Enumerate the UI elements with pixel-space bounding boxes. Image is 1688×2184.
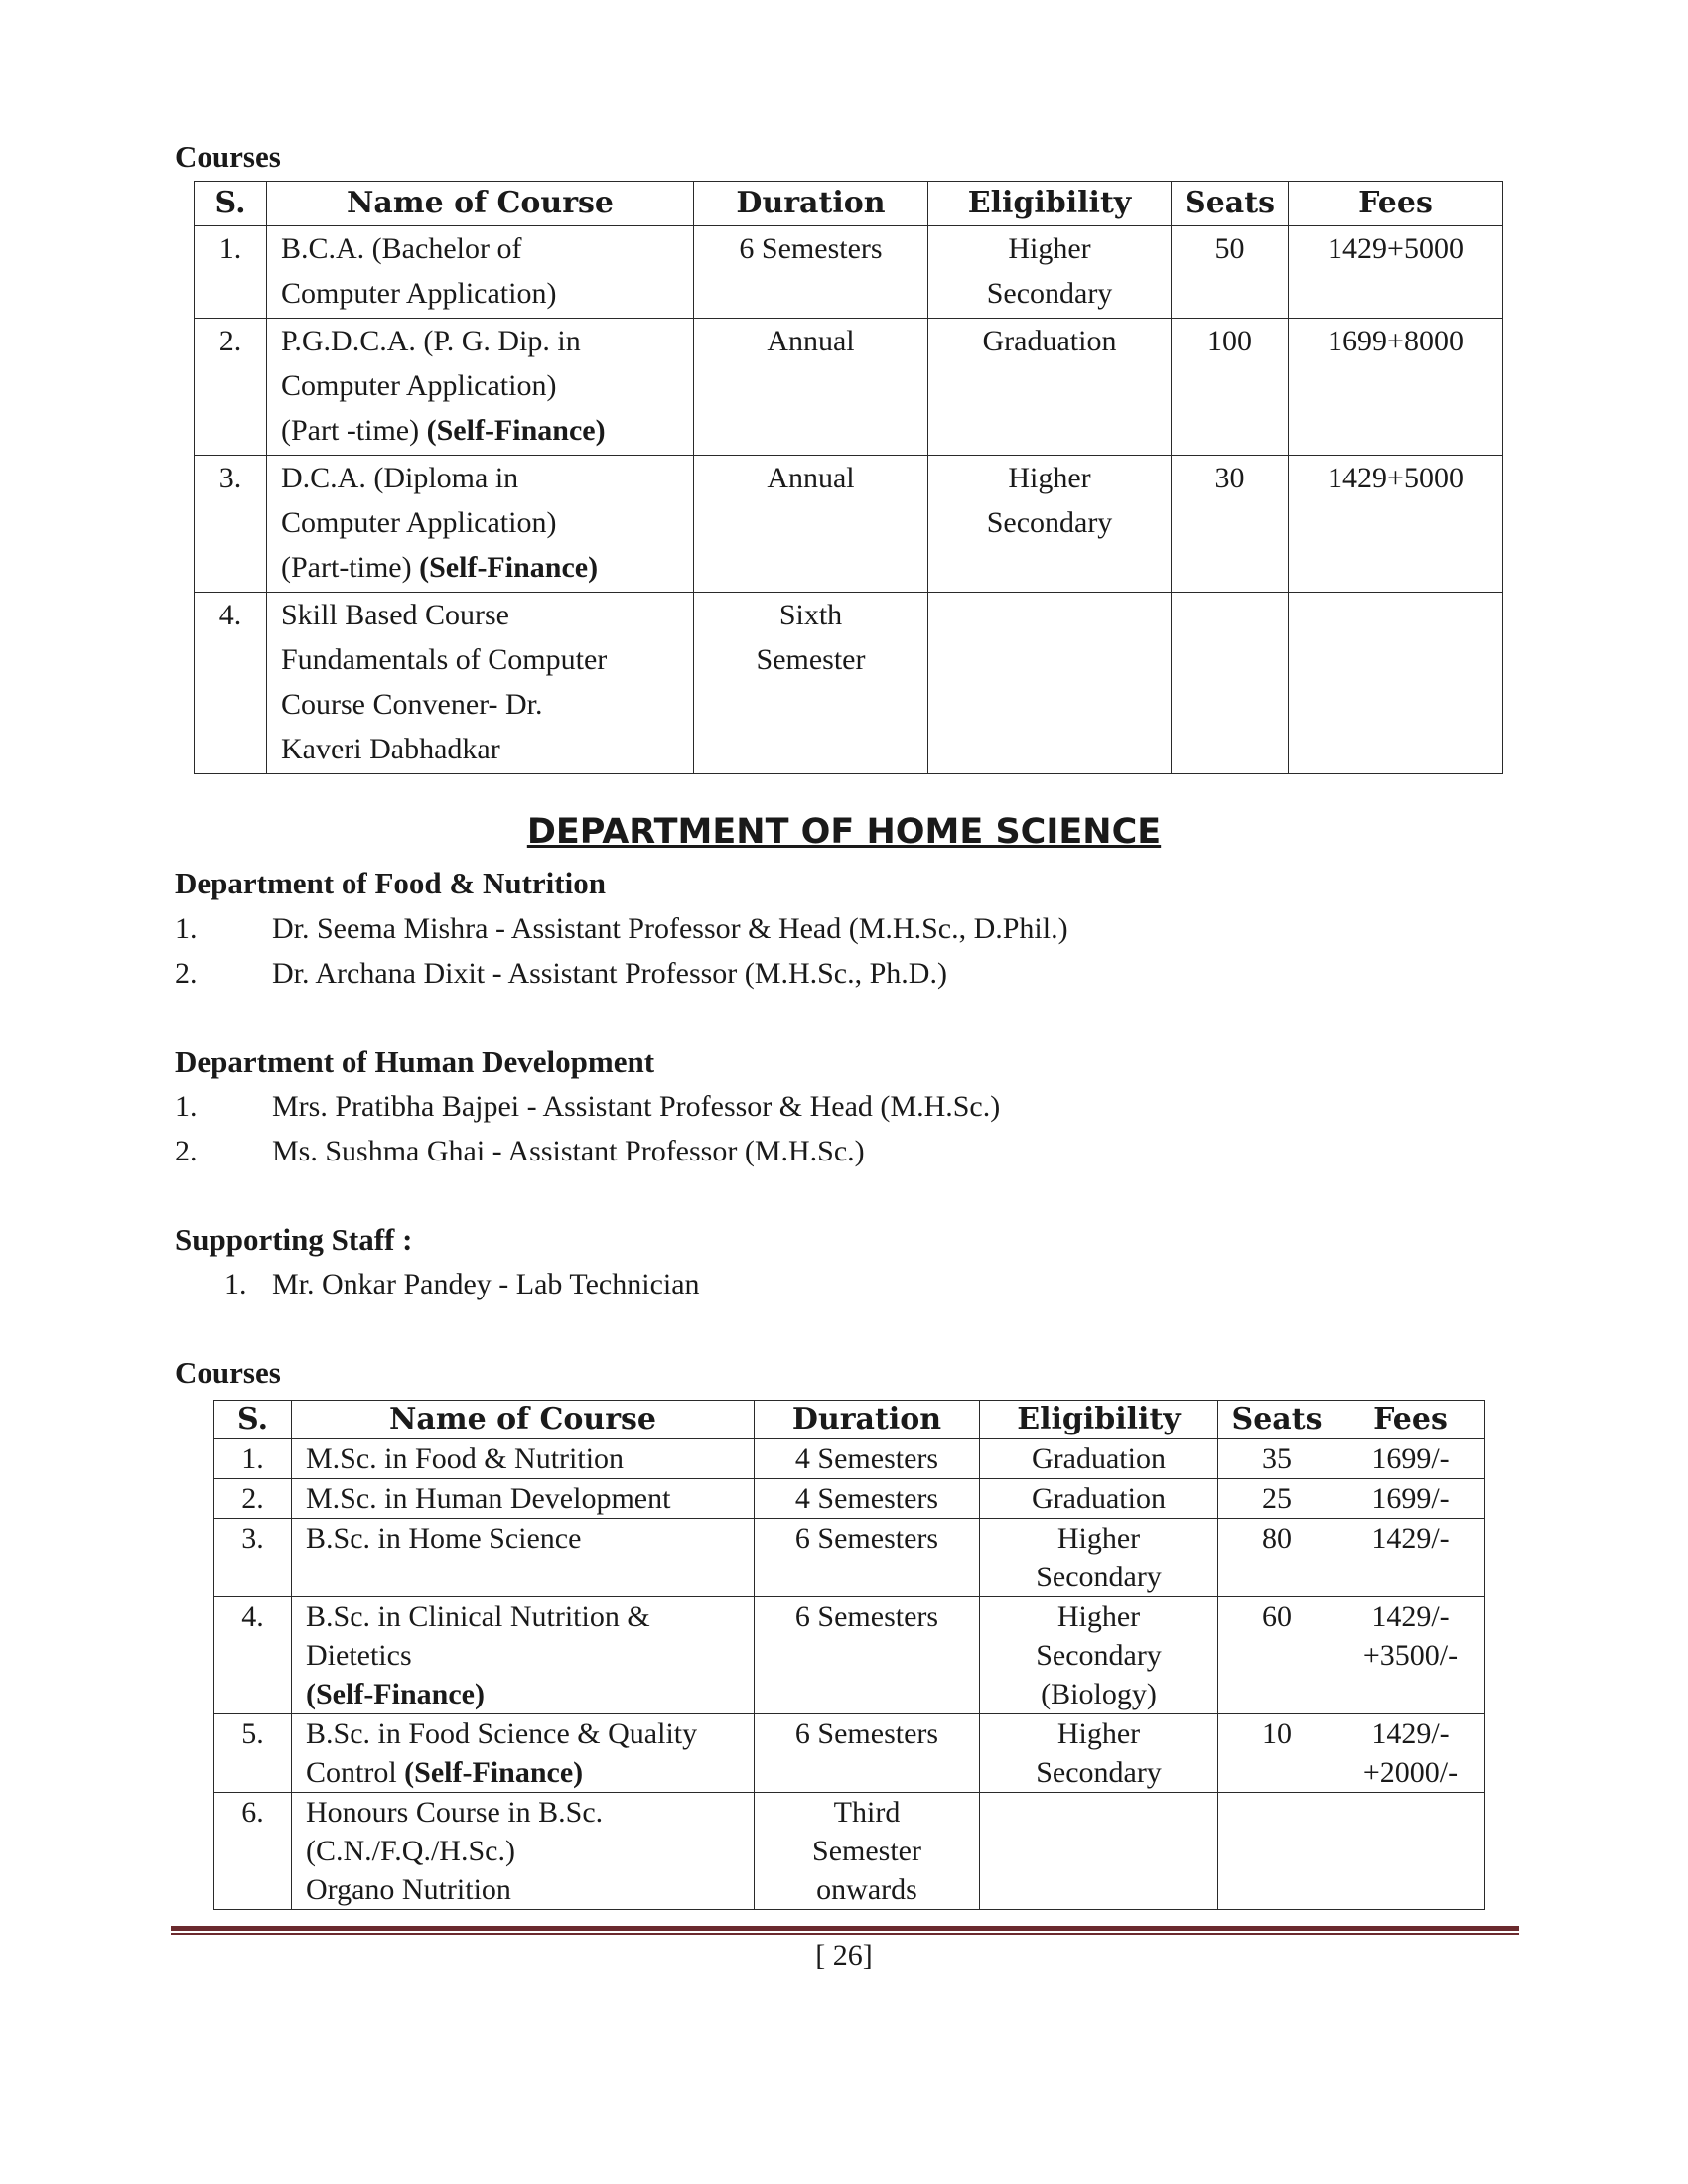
eligibility-line: Graduation [982, 325, 1117, 357]
eligibility-cell [980, 1519, 1218, 1597]
duration-line: 6 Semesters [794, 1522, 939, 1555]
course-name-cell [292, 1597, 755, 1714]
human-development-list [175, 1089, 1466, 1178]
table-header-row [195, 182, 1503, 226]
table-row [195, 319, 1503, 456]
eligibility-line: (Biology) [1041, 1678, 1157, 1710]
fees-cell [1336, 1479, 1485, 1519]
table-row [214, 1439, 1485, 1479]
serial-cell: 6. [214, 1793, 292, 1910]
course-name-line: (C.N./F.Q./H.Sc.) [306, 1835, 515, 1867]
serial-cell: 3. [214, 1519, 292, 1597]
computer-courses-table [194, 181, 1503, 774]
eligibility-line: Secondary [1036, 1639, 1162, 1672]
duration-cell [694, 319, 928, 456]
eligibility-cell [980, 1597, 1218, 1714]
seats-cell: 35 [1218, 1439, 1336, 1479]
list-item-number: 1. [175, 1090, 198, 1123]
duration-cell [755, 1479, 980, 1519]
list-item [175, 911, 1466, 956]
seats-cell: 25 [1218, 1479, 1336, 1519]
table-row [195, 456, 1503, 593]
serial-cell: 2. [214, 1479, 292, 1519]
table-row [214, 1714, 1485, 1793]
fees-line: 1429/- [1371, 1600, 1450, 1633]
duration-line: Annual [767, 325, 855, 357]
table-row [195, 226, 1503, 319]
course-name-line: B.C.A. (Bachelor of [281, 232, 522, 265]
duration-cell [694, 456, 928, 593]
list-item [224, 1267, 1466, 1311]
eligibility-line: Secondary [1036, 1561, 1162, 1593]
fees-cell [1336, 1597, 1485, 1714]
serial-cell: 1. [195, 226, 267, 319]
human-development-heading: Department of Human Development [175, 1044, 655, 1079]
list-item-text: Mrs. Pratibha Bajpei - Assistant Professor & Head (M.H.Sc.) [272, 1090, 1001, 1123]
course-name-line: B.Sc. in Home Science [306, 1522, 582, 1555]
course-name-line: P.G.D.C.A. (P. G. Dip. in [281, 325, 581, 357]
duration-line: onwards [816, 1873, 917, 1906]
course-name-cell [267, 456, 694, 593]
course-name-cell [292, 1519, 755, 1597]
course-name-line: B.Sc. in Clinical Nutrition & [306, 1600, 650, 1633]
fees-cell: 1699+8000 [1289, 319, 1503, 456]
serial-cell: 2. [195, 319, 267, 456]
eligibility-line: Higher [1008, 462, 1091, 494]
eligibility-line: Graduation [1032, 1482, 1166, 1515]
duration-cell [755, 1519, 980, 1597]
eligibility-cell [980, 1714, 1218, 1793]
list-item-number: 2. [175, 957, 198, 990]
fees-line: 1699/- [1371, 1442, 1450, 1475]
header-fees: Fees [1289, 182, 1503, 226]
food-nutrition-list [175, 911, 1466, 1001]
course-name-line: Fundamentals of Computer [281, 643, 608, 676]
fees-line: +3500/- [1362, 1639, 1459, 1672]
page-number: [ 26] [815, 1939, 873, 1972]
self-finance-label: (Self-Finance) [426, 414, 606, 447]
fees-line: 1429/- [1371, 1717, 1450, 1750]
serial-cell: 4. [214, 1597, 292, 1714]
course-name-line: (Part-time) (Self-Finance) [281, 551, 599, 584]
eligibility-cell [928, 226, 1172, 319]
duration-line: 6 Semesters [739, 232, 883, 265]
serial-cell: 1. [214, 1439, 292, 1479]
eligibility-line: Graduation [1032, 1442, 1166, 1475]
eligibility-cell [928, 593, 1172, 774]
fees-cell [1336, 1793, 1485, 1910]
table-header-row [214, 1401, 1485, 1439]
eligibility-cell [980, 1479, 1218, 1519]
header-duration: Duration [755, 1401, 980, 1439]
list-item [175, 1134, 1466, 1178]
duration-line: Semester [756, 643, 866, 676]
serial-cell: 4. [195, 593, 267, 774]
table-row [214, 1597, 1485, 1714]
footer-rule-thin [171, 1933, 1519, 1935]
list-item-text: Ms. Sushma Ghai - Assistant Professor (M.H.Sc.) [272, 1135, 865, 1167]
course-name-line: Course Convener- Dr. [281, 688, 543, 721]
course-name-cell [292, 1714, 755, 1793]
self-finance-label: (Self-Finance) [306, 1678, 485, 1710]
course-name-cell [267, 226, 694, 319]
header-seats: Seats [1172, 182, 1289, 226]
duration-cell [755, 1793, 980, 1910]
courses-label-2: Courses [175, 1355, 281, 1390]
fees-cell [1336, 1439, 1485, 1479]
eligibility-line: Secondary [1036, 1756, 1162, 1789]
course-name-tail: Control [306, 1756, 397, 1789]
list-item-text: Dr. Seema Mishra - Assistant Professor & Head (M.H.Sc., D.Phil.) [272, 912, 1068, 945]
serial-cell: 3. [195, 456, 267, 593]
header-duration: Duration [694, 182, 928, 226]
table-row [214, 1519, 1485, 1597]
self-finance-label: (Self-Finance) [419, 551, 599, 584]
header-seats: Seats [1218, 1401, 1336, 1439]
seats-cell: 60 [1218, 1597, 1336, 1714]
course-name-cell [267, 593, 694, 774]
header-fees: Fees [1336, 1401, 1485, 1439]
header-eligibility: Eligibility [980, 1401, 1218, 1439]
course-name-line: M.Sc. in Food & Nutrition [306, 1442, 625, 1475]
seats-cell [1172, 593, 1289, 774]
course-name-line: Computer Application) [281, 506, 557, 539]
course-name-line: Skill Based Course [281, 599, 509, 631]
seats-cell: 80 [1218, 1519, 1336, 1597]
duration-line: 4 Semesters [794, 1482, 939, 1515]
table-row [214, 1793, 1485, 1910]
course-name-line: B.Sc. in Food Science & Quality [306, 1717, 698, 1750]
course-name-cell [292, 1479, 755, 1519]
list-item-text: Mr. Onkar Pandey - Lab Technician [272, 1268, 700, 1300]
courses-label-1: Courses [175, 139, 281, 174]
course-name-line: Honours Course in B.Sc. [306, 1796, 604, 1829]
course-name-line: D.C.A. (Diploma in [281, 462, 519, 494]
header-sn: S. [195, 182, 267, 226]
eligibility-cell [928, 456, 1172, 593]
duration-cell [694, 226, 928, 319]
table-row [195, 593, 1503, 774]
seats-cell: 100 [1172, 319, 1289, 456]
course-name-line: Dietetics [306, 1639, 412, 1672]
duration-line: 6 Semesters [794, 1717, 939, 1750]
eligibility-line: Higher [1056, 1522, 1141, 1555]
supporting-staff-list [224, 1267, 1466, 1311]
seats-cell: 30 [1172, 456, 1289, 593]
eligibility-line: Higher [1056, 1717, 1141, 1750]
list-item-text: Dr. Archana Dixit - Assistant Professor (M.H.Sc., Ph.D.) [272, 957, 947, 990]
list-item [175, 956, 1466, 1001]
course-name-cell [267, 319, 694, 456]
course-name-line: Kaveri Dabhadkar [281, 733, 500, 765]
eligibility-line: Secondary [986, 277, 1113, 310]
duration-line: Semester [812, 1835, 921, 1867]
duration-line: Annual [767, 462, 855, 494]
duration-line: Sixth [778, 599, 843, 631]
list-item [175, 1089, 1466, 1134]
header-sn: S. [214, 1401, 292, 1439]
course-name-line: Organo Nutrition [306, 1873, 511, 1906]
course-name-cell [292, 1439, 755, 1479]
fees-line: +2000/- [1362, 1756, 1459, 1789]
header-name: Name of Course [267, 182, 694, 226]
self-finance-label: (Self-Finance) [404, 1756, 584, 1789]
course-name-line: Computer Application) [281, 369, 557, 402]
list-item-number: 1. [175, 912, 198, 945]
duration-cell [755, 1714, 980, 1793]
fees-line: 1429/- [1371, 1522, 1450, 1555]
duration-line: Third [833, 1796, 901, 1829]
seats-cell: 10 [1218, 1714, 1336, 1793]
course-name-line: M.Sc. in Human Development [306, 1482, 671, 1515]
duration-line: 6 Semesters [794, 1600, 939, 1633]
header-eligibility: Eligibility [928, 182, 1172, 226]
fees-cell [1289, 593, 1503, 774]
duration-line: 4 Semesters [794, 1442, 939, 1475]
fees-cell: 1429+5000 [1289, 456, 1503, 593]
course-name-line [306, 1675, 750, 1713]
list-item-number: 2. [175, 1135, 198, 1167]
table-row [214, 1479, 1485, 1519]
eligibility-cell [980, 1793, 1218, 1910]
home-science-courses-table [213, 1400, 1485, 1910]
duration-cell [694, 593, 928, 774]
footer-rule-thick [171, 1926, 1519, 1931]
fees-cell: 1429+5000 [1289, 226, 1503, 319]
seats-cell [1218, 1793, 1336, 1910]
list-item-number: 1. [224, 1268, 247, 1300]
page-title: DEPARTMENT OF HOME SCIENCE [526, 812, 1162, 852]
serial-cell: 5. [214, 1714, 292, 1793]
eligibility-line: Higher [1008, 232, 1091, 265]
eligibility-cell [928, 319, 1172, 456]
duration-cell [755, 1597, 980, 1714]
course-name-line: (Part -time) (Self-Finance) [281, 414, 606, 447]
fees-cell [1336, 1519, 1485, 1597]
header-name: Name of Course [292, 1401, 755, 1439]
fees-line: 1699/- [1371, 1482, 1450, 1515]
eligibility-line: Higher [1056, 1600, 1141, 1633]
course-name-line: Computer Application) [281, 277, 557, 310]
eligibility-line: Secondary [986, 506, 1113, 539]
seats-cell: 50 [1172, 226, 1289, 319]
supporting-staff-heading: Supporting Staff : [175, 1222, 413, 1257]
course-name-line [306, 1753, 750, 1792]
duration-cell [755, 1439, 980, 1479]
eligibility-cell [980, 1439, 1218, 1479]
course-name-cell [292, 1793, 755, 1910]
food-nutrition-heading: Department of Food & Nutrition [175, 866, 606, 900]
fees-cell [1336, 1714, 1485, 1793]
